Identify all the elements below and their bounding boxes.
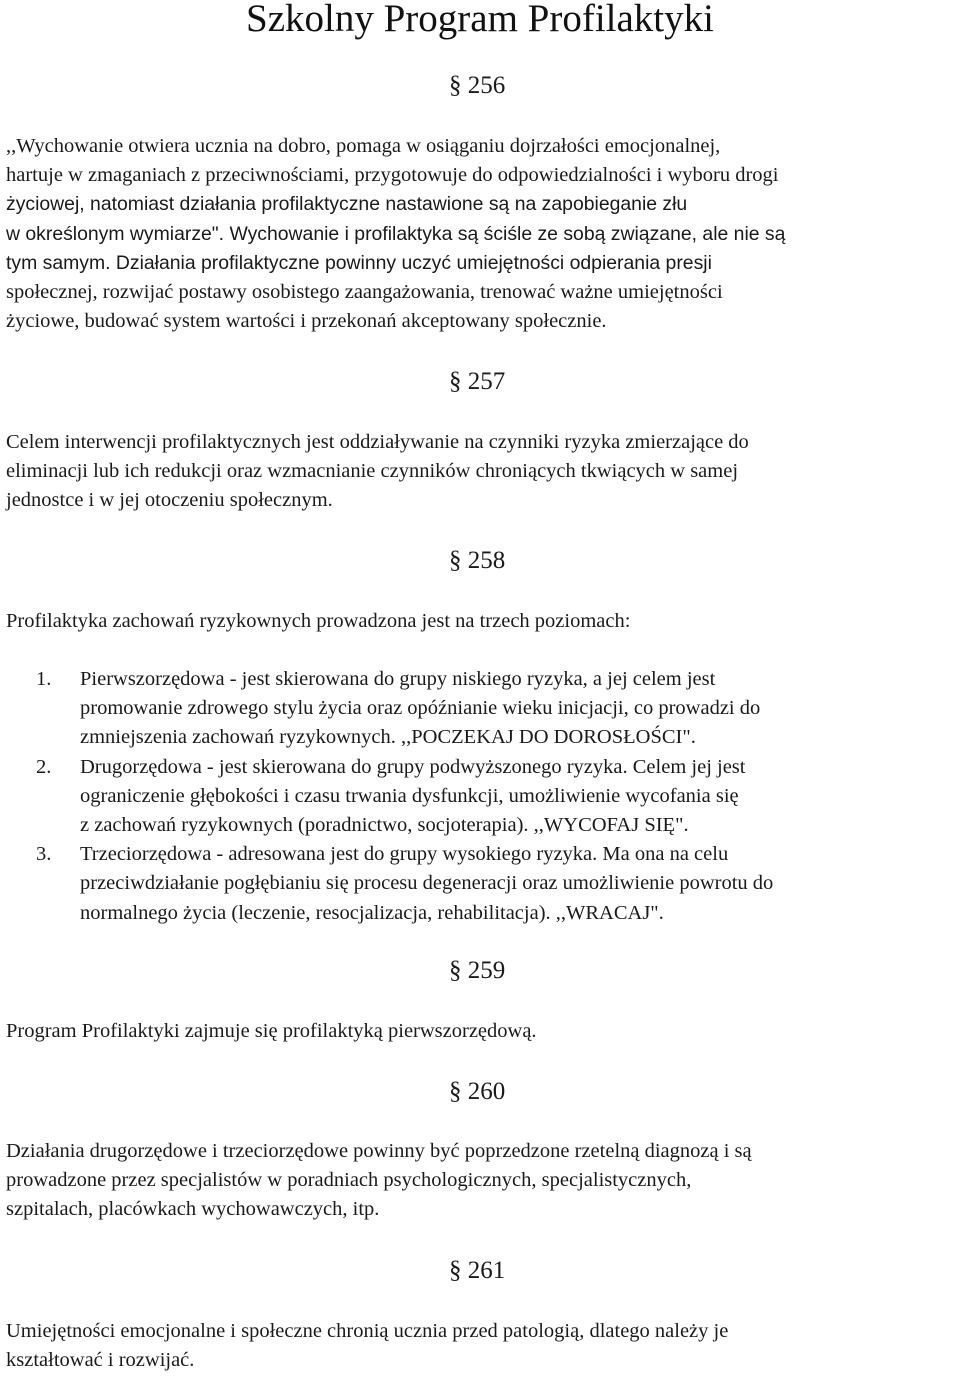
list-item-line: Trzeciorzędowa - adresowana jest do grupy wysokiego ryzyka. Ma ona na celu bbox=[80, 843, 729, 866]
paragraph-line: życiowe, budować system wartości i przekonań akceptowany społecznie. bbox=[6, 310, 607, 333]
list-item-line: z zachowań ryzykownych (poradnictwo, socjoterapia). ,,WYCOFAJ SIĘ". bbox=[80, 814, 689, 837]
section-256-paragraph bbox=[6, 132, 956, 336]
paragraph-line: kształtować i rozwijać. bbox=[6, 1349, 195, 1372]
document-title: Szkolny Program Profilaktyki bbox=[246, 0, 714, 40]
section-number-261: § 261 bbox=[449, 1257, 506, 1284]
paragraph-line: eliminacji lub ich redukcji oraz wzmacnianie czynników chroniących tkwiących w samej bbox=[6, 460, 739, 483]
list-item-number: 2. bbox=[36, 755, 52, 778]
list-item-line: Pierwszorzędowa - jest skierowana do grupy niskiego ryzyka, a jej celem jest bbox=[80, 668, 716, 690]
list-item-line: przeciwdziałanie pogłębianiu się procesu degeneracji oraz umożliwienie powrotu do bbox=[80, 872, 774, 895]
list-item-line: zmniejszenia zachowań ryzykownych. ,,POCZEKAJ DO DOROSŁOŚCI". bbox=[80, 726, 696, 749]
section-number-259: § 259 bbox=[449, 957, 506, 984]
list-item bbox=[6, 840, 956, 928]
section-number-257: § 257 bbox=[449, 368, 506, 395]
list-item bbox=[6, 753, 956, 841]
section-258-intro bbox=[6, 607, 956, 636]
section-number-258: § 258 bbox=[449, 547, 506, 574]
list-item-line: normalnego życia (leczenie, resocjalizacja, rehabilitacja). ,,WRACAJ". bbox=[80, 901, 664, 924]
paragraph-line: jednostce i w jej otoczeniu społecznym. bbox=[6, 489, 333, 512]
section-261-paragraph bbox=[6, 1317, 956, 1375]
list-item-number: 1. bbox=[36, 668, 52, 690]
section-number-260: § 260 bbox=[449, 1078, 506, 1105]
paragraph-line: Działania drugorzędowe i trzeciorzędowe powinny być poprzedzone rzetelną diagnozą i są bbox=[6, 1140, 752, 1162]
list-item-line: Drugorzędowa - jest skierowana do grupy podwyższonego ryzyka. Celem jej jest bbox=[80, 755, 746, 778]
paragraph-line: życiowej, natomiast działania profilaktyczne nastawione są na zapobieganie złu bbox=[6, 193, 688, 216]
section-number-256: § 256 bbox=[449, 72, 506, 99]
list-item-number: 3. bbox=[36, 843, 52, 866]
paragraph-line: w określonym wymiarze". Wychowanie i profilaktyka są ściśle ze sobą związane, ale nie są bbox=[6, 222, 786, 245]
paragraph-line: prowadzone przez specjalistów w poradniach psychologicznych, specjalistycznych, bbox=[6, 1169, 692, 1192]
list-item-line: ograniczenie głębokości i czasu trwania dysfunkcji, umożliwienie wycofania się bbox=[80, 784, 739, 807]
paragraph-line: społecznej, rozwijać postawy osobistego zaangażowania, trenować ważne umiejętności bbox=[6, 281, 723, 304]
section-260-paragraph bbox=[6, 1137, 956, 1225]
paragraph-line: szpitalach, placówkach wychowawczych, itp. bbox=[6, 1198, 380, 1221]
paragraph-line: Profilaktyka zachowań ryzykownych prowadzona jest na trzech poziomach: bbox=[6, 610, 631, 632]
section-259-paragraph bbox=[6, 1017, 956, 1046]
list-item-line: promowanie zdrowego stylu życia oraz opóźnianie wieku inicjacji, co prowadzi do bbox=[80, 697, 761, 720]
paragraph-line: Program Profilaktyki zajmuje się profilaktyką pierwszorzędową. bbox=[6, 1020, 537, 1042]
section-257-paragraph bbox=[6, 428, 956, 516]
paragraph-line: Umiejętności emocjonalne i społeczne chronią ucznia przed patologią, dlatego należy je bbox=[6, 1320, 729, 1342]
prevention-levels-list bbox=[6, 665, 956, 928]
paragraph-line: Celem interwencji profilaktycznych jest oddziaływanie na czynniki ryzyka zmierzające do bbox=[6, 431, 749, 453]
paragraph-line: ,,Wychowanie otwiera ucznia na dobro, pomaga w osiąganiu dojrzałości emocjonalnej, bbox=[6, 135, 721, 157]
paragraph-line: hartuje w zmaganiach z przeciwnościami, przygotowuje do odpowiedzialności i wyboru drogi bbox=[6, 164, 779, 187]
list-item bbox=[6, 665, 956, 753]
paragraph-line: tym samym. Działania profilaktyczne powinny uczyć umiejętności odpierania presji bbox=[6, 251, 712, 274]
